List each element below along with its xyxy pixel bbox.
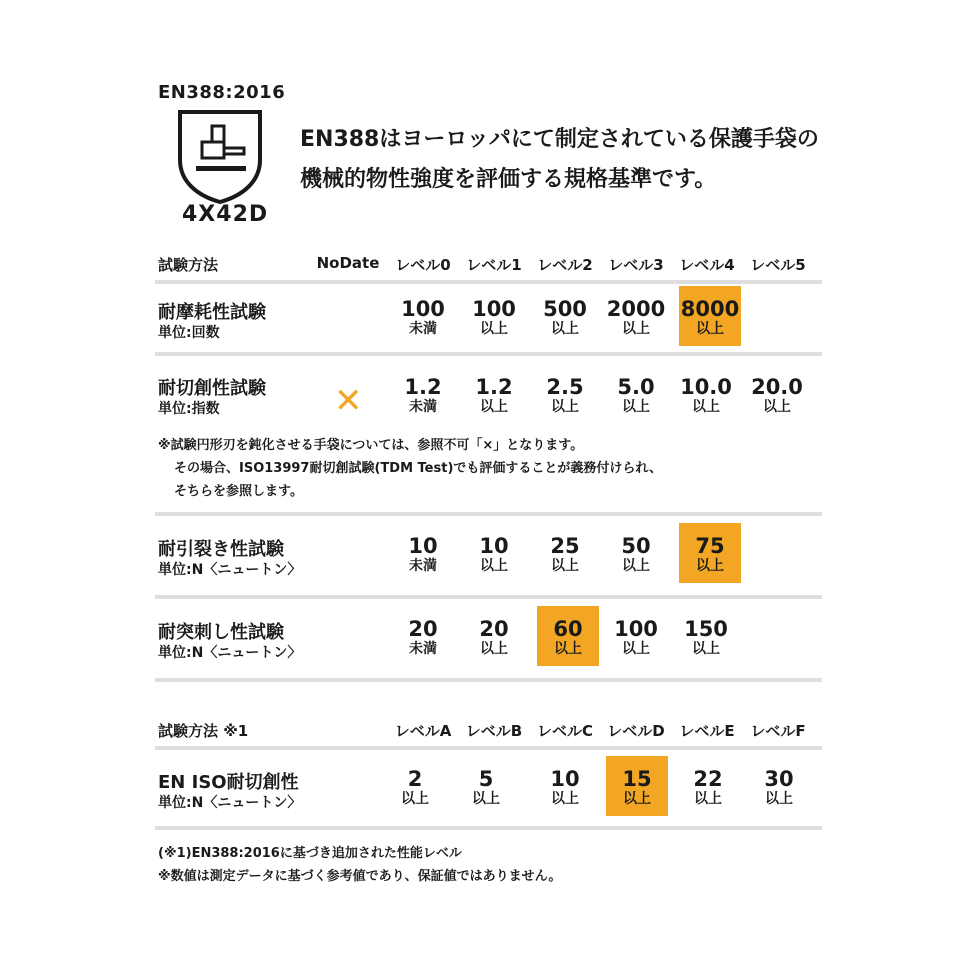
- column-header: NoDate: [316, 254, 380, 272]
- value-cell: 20 未満: [408, 617, 438, 657]
- value-cell: 2 以上: [401, 767, 429, 807]
- value-cell: 2.5 以上: [546, 375, 584, 415]
- test-method-label-2: 試験方法 ※1: [158, 722, 249, 740]
- divider: [155, 746, 822, 750]
- test-method-label: 試験方法: [158, 256, 219, 274]
- column-header: レベルF: [750, 722, 806, 740]
- value-cell: 150 以上: [684, 617, 728, 657]
- value-cell: 100 未満: [401, 297, 445, 337]
- performance-rating: 4X42D: [182, 202, 269, 227]
- column-header: レベル3: [608, 256, 664, 274]
- column-header: レベル0: [395, 256, 451, 274]
- description-line: 機械的物性強度を評価する規格基準です。: [300, 167, 717, 192]
- value-cell-highlighted: 60 以上: [553, 617, 583, 657]
- row-title-tear: 耐引裂き性試験: [158, 539, 284, 560]
- column-header: レベル4: [679, 256, 735, 274]
- footnote: (※1)EN388:2016に基づき追加された性能レベル: [158, 846, 462, 861]
- value-cell: 100 以上: [614, 617, 658, 657]
- value-cell: 2000 以上: [606, 297, 666, 337]
- value-cell: 10 以上: [479, 534, 509, 574]
- row-unit: 単位:N〈ニュートン〉: [158, 795, 302, 811]
- value-cell: 1.2 未満: [404, 375, 442, 415]
- column-header: レベル5: [750, 256, 806, 274]
- cross-icon: ✕: [334, 381, 363, 421]
- standard-description: [300, 120, 819, 200]
- divider: [155, 512, 822, 516]
- value-cell: 500 以上: [543, 297, 587, 337]
- description-line: EN388はヨーロッパにて制定されている保護手袋の: [300, 127, 819, 152]
- row-title-abrasion: 耐摩耗性試験: [158, 302, 266, 323]
- column-header: レベルB: [465, 722, 523, 740]
- divider: [155, 352, 822, 356]
- column-header: レベル2: [537, 256, 593, 274]
- value-cell: 1.2 以上: [475, 375, 513, 415]
- column-header: レベルE: [679, 722, 735, 740]
- divider: [155, 280, 822, 284]
- value-cell: 20 以上: [479, 617, 509, 657]
- row-title-en-iso-cut: EN ISO耐切創性: [158, 772, 299, 793]
- value-cell: 50 以上: [621, 534, 651, 574]
- row-unit: 単位:N〈ニュートン〉: [158, 645, 302, 661]
- value-cell: 10 未満: [408, 534, 438, 574]
- footnote: ※数値は測定データに基づく参考値であり、保証値ではありません。: [158, 869, 562, 884]
- value-cell-highlighted: 75 以上: [695, 534, 725, 574]
- cut-note-line: ※試験円形刃を鈍化させる手袋については、参照不可「×」となります。: [158, 438, 584, 453]
- divider: [155, 678, 822, 682]
- row-title-puncture: 耐突刺し性試験: [158, 622, 284, 643]
- cut-note-line: その場合、ISO13997耐切創試験(TDM Test)でも評価することが義務付けられ、: [174, 461, 663, 476]
- divider: [155, 826, 822, 830]
- value-cell: 10 以上: [550, 767, 580, 807]
- standard-title: EN388:2016: [158, 82, 286, 103]
- row-unit: 単位:指数: [158, 401, 220, 417]
- value-cell: 5.0 以上: [617, 375, 655, 415]
- row-unit: 単位:回数: [158, 325, 220, 341]
- value-cell: 100 以上: [472, 297, 516, 337]
- hammer-shield-icon: [176, 108, 264, 204]
- value-cell: 22 以上: [693, 767, 723, 807]
- value-cell: 10.0 以上: [680, 375, 732, 415]
- value-cell-highlighted: 8000 以上: [680, 297, 740, 337]
- value-cell: 20.0 以上: [751, 375, 803, 415]
- column-header: レベル1: [466, 256, 522, 274]
- divider: [155, 595, 822, 599]
- value-cell: 5 以上: [472, 767, 500, 807]
- column-header: レベルC: [536, 722, 593, 740]
- value-cell-highlighted: 15 以上: [622, 767, 652, 807]
- cut-note-line: そちらを参照します。: [174, 484, 303, 499]
- row-title-cut: 耐切創性試験: [158, 378, 266, 399]
- column-header: レベルA: [394, 722, 452, 740]
- value-cell: 25 以上: [550, 534, 580, 574]
- value-cell: 30 以上: [764, 767, 794, 807]
- row-unit: 単位:N〈ニュートン〉: [158, 562, 302, 578]
- column-header: レベルD: [607, 722, 665, 740]
